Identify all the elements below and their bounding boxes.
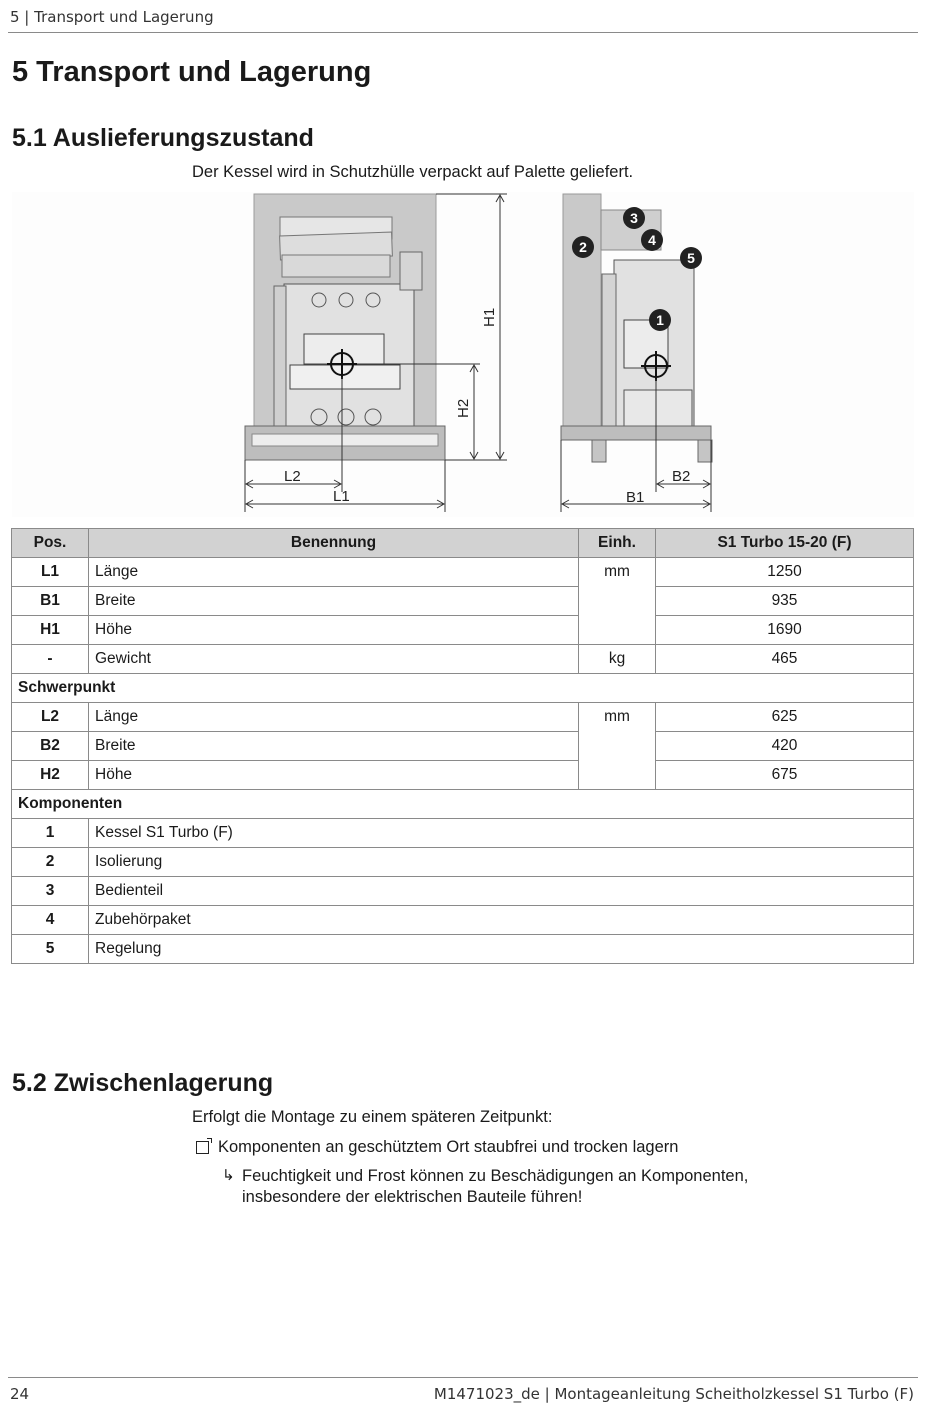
- row-name: Breite: [89, 587, 579, 616]
- table-row: [12, 877, 914, 906]
- row-value: 1250: [656, 558, 914, 587]
- table-row: [12, 616, 914, 645]
- row-pos: -: [12, 645, 89, 674]
- row-pos: 3: [12, 877, 89, 906]
- row-pos: H2: [12, 761, 89, 790]
- table-group-row: [12, 674, 914, 703]
- row-pos: 5: [12, 935, 89, 964]
- instruction-step: [196, 1138, 678, 1157]
- row-unit: mm: [579, 703, 656, 790]
- row-name: Zubehörpaket: [89, 906, 914, 935]
- instruction-result: [222, 1166, 748, 1208]
- running-header: 5 | Transport und Lagerung: [10, 8, 214, 26]
- dimension-label-l1: L1: [333, 488, 350, 505]
- row-pos: H1: [12, 616, 89, 645]
- header-pos: Pos.: [12, 529, 89, 558]
- row-pos: B1: [12, 587, 89, 616]
- page-number: 24: [10, 1385, 30, 1403]
- section-intro-text: Der Kessel wird in Schutzhülle verpackt auf Palette geliefert.: [192, 163, 634, 181]
- table-row: [12, 848, 914, 877]
- callout-3: [623, 207, 645, 229]
- header-divider: [8, 32, 918, 33]
- row-pos: L1: [12, 558, 89, 587]
- section-intro-text: Erfolgt die Montage zu einem späteren Zeitpunkt:: [192, 1108, 553, 1126]
- front-view-drawing: [245, 194, 445, 460]
- row-pos: 1: [12, 819, 89, 848]
- callout-4: [641, 229, 663, 251]
- row-name: Länge: [89, 703, 579, 732]
- callout-2: [572, 236, 594, 258]
- table-row: [12, 732, 914, 761]
- dimension-label-l2: L2: [284, 468, 301, 485]
- row-name: Höhe: [89, 761, 579, 790]
- boiler-dimension-figure: [12, 192, 914, 517]
- dimension-label-b1: B1: [626, 489, 645, 506]
- svg-text:1: 1: [656, 312, 664, 328]
- dimension-label-h1: H1: [481, 307, 498, 327]
- row-pos: B2: [12, 732, 89, 761]
- row-name: Regelung: [89, 935, 914, 964]
- result-text-line: insbesondere der elektrischen Bauteile führen!: [242, 1188, 583, 1206]
- table-row: [12, 645, 914, 674]
- table-row: [12, 819, 914, 848]
- table-row: [12, 906, 914, 935]
- instruction-step-text: Komponenten an geschütztem Ort staubfrei und trocken lagern: [218, 1138, 679, 1156]
- row-value: 935: [656, 587, 914, 616]
- result-arrow-icon: ↳: [222, 1166, 235, 1184]
- row-pos: 2: [12, 848, 89, 877]
- chapter-title: 5 Transport und Lagerung: [12, 56, 372, 88]
- row-unit: mm: [579, 558, 656, 645]
- row-name: Kessel S1 Turbo (F): [89, 819, 914, 848]
- row-unit: kg: [579, 645, 656, 674]
- header-model: S1 Turbo 15-20 (F): [656, 529, 914, 558]
- svg-text:5: 5: [687, 250, 695, 266]
- header-unit: Einh.: [579, 529, 656, 558]
- row-value: 675: [656, 761, 914, 790]
- row-name: Breite: [89, 732, 579, 761]
- dimension-label-b2: B2: [672, 468, 691, 485]
- row-name: Länge: [89, 558, 579, 587]
- row-value: 1690: [656, 616, 914, 645]
- svg-text:4: 4: [648, 232, 656, 248]
- row-value: 465: [656, 645, 914, 674]
- callout-5: [680, 247, 702, 269]
- row-value: 420: [656, 732, 914, 761]
- group-label-schwerpunkt: Schwerpunkt: [12, 674, 914, 703]
- row-value: 625: [656, 703, 914, 732]
- footer-divider: [8, 1377, 918, 1378]
- row-name: Isolierung: [89, 848, 914, 877]
- svg-text:2: 2: [579, 239, 587, 255]
- dimension-label-h2: H2: [455, 398, 472, 418]
- table-row: [12, 935, 914, 964]
- row-name: Gewicht: [89, 645, 579, 674]
- row-pos: L2: [12, 703, 89, 732]
- document-reference: M1471023_de | Montageanleitung Scheitholzkessel S1 Turbo (F): [433, 1385, 914, 1403]
- row-name: Bedienteil: [89, 877, 914, 906]
- specs-table: [11, 528, 914, 964]
- callout-1: [649, 309, 671, 331]
- table-row: [12, 703, 914, 732]
- table-header-row: [12, 529, 914, 558]
- svg-text:3: 3: [630, 210, 638, 226]
- header-name: Benennung: [89, 529, 579, 558]
- row-name: Höhe: [89, 616, 579, 645]
- result-text-line: Feuchtigkeit und Frost können zu Beschädigungen an Komponenten,: [242, 1167, 749, 1185]
- group-label-komponenten: Komponenten: [12, 790, 914, 819]
- table-group-row: [12, 790, 914, 819]
- row-pos: 4: [12, 906, 89, 935]
- section-title-auslieferungszustand: 5.1 Auslieferungszustand: [12, 124, 314, 152]
- checkbox-bullet-icon: [196, 1141, 209, 1154]
- table-row: [12, 761, 914, 790]
- section-title-zwischenlagerung: 5.2 Zwischenlagerung: [12, 1069, 274, 1097]
- table-row: [12, 558, 914, 587]
- table-row: [12, 587, 914, 616]
